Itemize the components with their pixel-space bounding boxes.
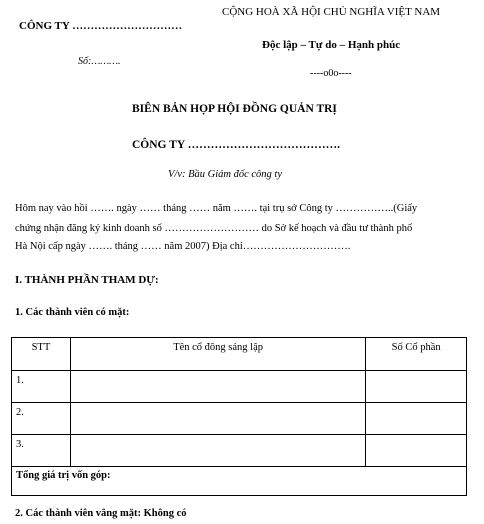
header-shares: Số Cổ phần <box>366 338 467 371</box>
row-shares <box>366 371 467 403</box>
members-table <box>11 337 467 496</box>
table-header-row <box>12 338 467 371</box>
row-name <box>70 435 366 467</box>
table-row <box>12 403 467 435</box>
table-row <box>12 371 467 403</box>
intro-line-1: Hôm nay vào hồi ……. ngày …… tháng …… năm ……. tại trụ sở Công ty ……………..(Giấy <box>15 203 418 214</box>
document-title: BIÊN BẢN HỌP HỘI ĐỒNG QUẢN TRỊ <box>132 103 337 115</box>
intro-line-3: Hà Nội cấp ngày ……. tháng …… năm 2007) Địa chỉ…………………………. <box>15 241 351 252</box>
company-name-title: CÔNG TY …………………………………. <box>132 139 340 151</box>
row-name <box>70 403 366 435</box>
total-capital-label: Tổng giá trị vốn góp: <box>12 467 467 496</box>
national-title: CỘNG HOÀ XÃ HỘI CHỦ NGHĨA VIỆT NAM <box>222 6 441 18</box>
header-ornament: ----o0o---- <box>310 68 352 79</box>
row-shares <box>366 435 467 467</box>
intro-line-2: chứng nhận đăng ký kinh doanh số ……………………… do Sở kế hoạch và đầu tư thành phố <box>15 223 413 234</box>
header-shareholder-name: Tên cổ đông sáng lập <box>70 338 366 371</box>
company-name-header: CÔNG TY ………………………… <box>19 20 183 32</box>
table-row <box>12 435 467 467</box>
row-shares <box>366 403 467 435</box>
subheading-present-members: 1. Các thành viên có mặt: <box>15 307 130 318</box>
row-stt: 1. <box>12 371 71 403</box>
national-motto: Độc lập – Tự do – Hạnh phúc <box>262 39 401 51</box>
row-stt: 2. <box>12 403 71 435</box>
header-stt: STT <box>12 338 71 371</box>
subheading-absent-members: 2. Các thành viên vắng mặt: Không có <box>15 508 187 519</box>
document-subject: V/v: Bầu Giám đốc công ty <box>168 169 283 180</box>
table-total-row <box>12 467 467 496</box>
row-name <box>70 371 366 403</box>
row-stt: 3. <box>12 435 71 467</box>
section-heading-attendees: I. THÀNH PHẦN THAM DỰ: <box>15 274 159 286</box>
document-number: Số:………. <box>78 56 121 67</box>
